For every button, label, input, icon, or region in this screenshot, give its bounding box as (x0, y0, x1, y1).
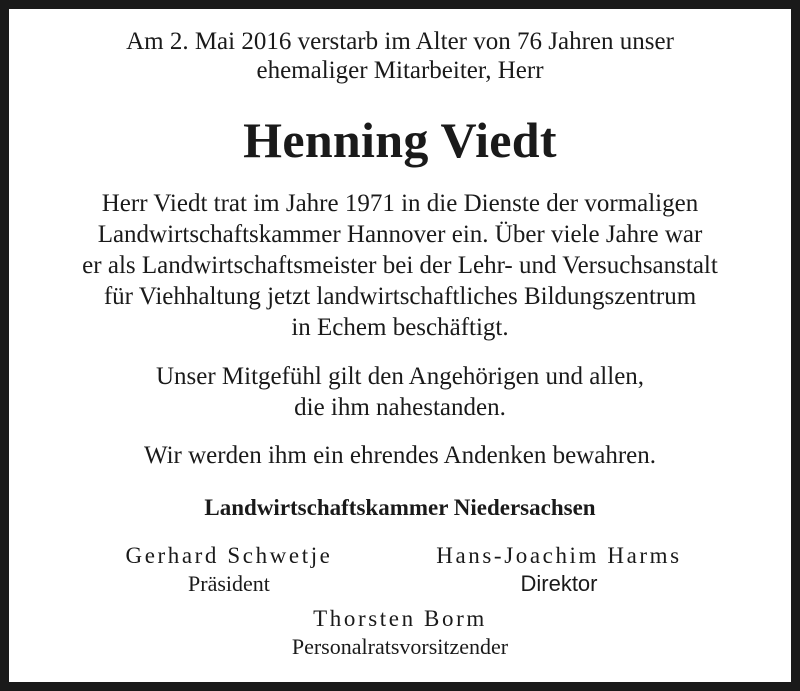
bio-line-1: Herr Viedt trat im Jahre 1971 in die Dienste der vormaligen (101, 190, 699, 217)
bio-line-2: Landwirtschaftskammer Hannover ein. Über viele Jahre war (97, 221, 703, 248)
condolence-line-1: Unser Mitgefühl gilt den Angehörigen und allen, (155, 363, 645, 390)
bio-line-3: er als Landwirtschaftsmeister bei der Lehr- und Versuchsanstalt (82, 252, 718, 279)
signatory-name-3: Thorsten Borm (313, 606, 487, 631)
intro-line-2: ehemaliger Mitarbeiter, Herr (256, 57, 544, 84)
bio-line-4: für Viehhaltung jetzt landwirtschaftliches Bildungszentrum (103, 283, 697, 310)
condolence-line-2: die ihm nahestanden. (294, 394, 506, 421)
signatory-name-1: Gerhard Schwetje (125, 543, 333, 568)
signatory-title-1: Präsident (188, 571, 270, 596)
intro-line-1: Am 2. Mai 2016 verstarb im Alter von 76 Jahren unser (126, 28, 674, 55)
signatory-title-3: Personalratsvorsitzender (291, 634, 509, 659)
bio-line-5: in Echem beschäftigt. (291, 314, 509, 341)
remembrance-line: Wir werden ihm ein ehrendes Andenken bewahren. (144, 442, 656, 469)
signatory-title-2: Direktor (520, 571, 598, 596)
organization-name: Landwirtschaftskammer Niedersachsen (204, 495, 596, 520)
signatory-name-2: Hans-Joachim Harms (436, 543, 682, 568)
deceased-name: Henning Viedt (243, 112, 557, 168)
